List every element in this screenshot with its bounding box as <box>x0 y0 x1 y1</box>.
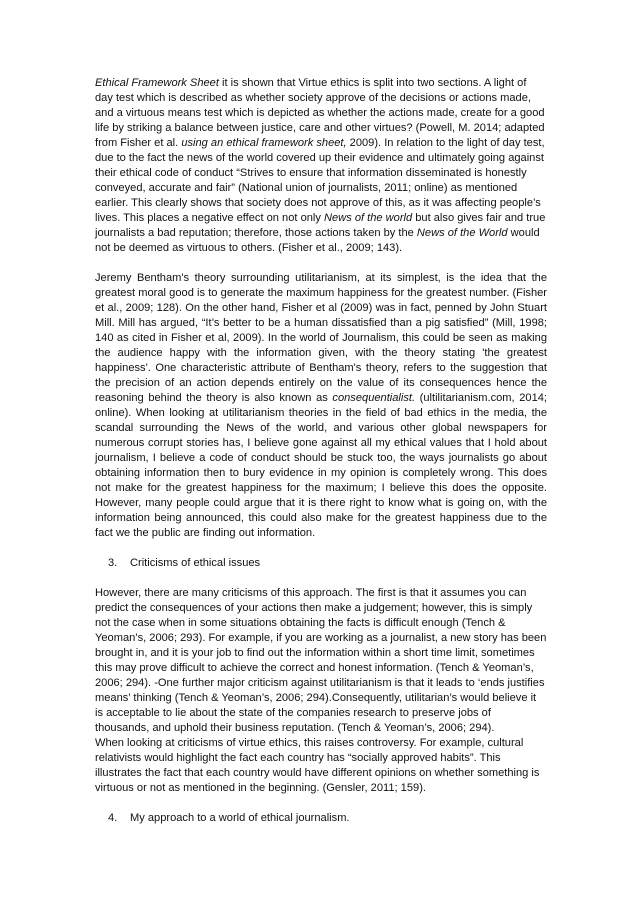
paragraph-criticisms: However, there are many criticisms of this approach. The first is that it assumes you can predict the consequences of your actions then make a judgement; however, this is simply not the case when in some situations obtaining the facts is difficult enough (Tench & Yeoman’s, 2006; 293). For example, if you are working as a journalist, a new story has been brought in, and it is your job to find out the information within a short time limit, sometimes this may prove difficult to achieve the correct and honest information. (Tench & Yeoman’s, 2006; 294). -One further major criticism against utilitarianism is that it leads to ‘ends justifies means’ thinking (Tench & Yeoman’s, 2006; 294).Consequently, utilitarian’s would believe it is acceptable to lie about the state of the companies research to preserve jobs of thousands, and uphold their business reputation. (Tench & Yeoman’s, 2006; 294). <box>95 587 547 734</box>
body-text: 2009). In relation to the light of day test, due to the fact the news of the world covered up their evidence and ultimately going against their ethical code of conduct “Strives to ensure that information disseminated is honestly conveyed, accurate and fair” (National union of journalists, 2011; online) as mentioned earlier. This clearly shows that society does not approve of this, as it was affecting people’s lives. This places a negative effect on not only <box>95 137 545 224</box>
heading-number: 4. <box>108 812 118 824</box>
heading-text: My approach to a world of ethical journalism. <box>130 812 350 824</box>
body-text: but also gives fair and true journalists a bad reputation; therefore, those actions taken by the <box>95 212 546 239</box>
document-page <box>95 76 547 841</box>
body-text: it is shown that Virtue ethics is split into two sections. A light of day test which is described as whether society approve of the decisions or actions made, and a virtuous means test which is depicted as whether the actions made, create for a good life by striking a balance between justice, care and other virtues? (Powell, M. 2014; adapted from Fisher et al. <box>95 77 545 149</box>
emphasis-text: using an ethical framework sheet, <box>181 137 347 149</box>
paragraph-virtue-ethics <box>95 76 547 256</box>
emphasis-text: News of the world <box>324 212 413 224</box>
paragraph-utilitarianism <box>95 271 547 541</box>
paragraph-virtue-criticisms: When looking at criticisms of virtue ethics, this raises controversy. For example, cultural relativists would highlight the fact each country has “socially approved habits”. This illustrates the fact that each country would have different opinions on whether something is virtuous or not as mentioned in the beginning. (Gensler, 2011; 159). <box>95 737 540 794</box>
section-heading-4 <box>95 811 547 826</box>
section-heading-3 <box>95 556 547 571</box>
heading-text: Criticisms of ethical issues <box>130 557 261 569</box>
emphasis-text: Ethical Framework Sheet <box>95 77 219 89</box>
body-text: Jeremy Bentham's theory surrounding utilitarianism, at its simplest, is the idea that the greatest moral good is to generate the maximum happiness for the greatest number. (Fisher et al., 2009; 128). On the other hand, Fisher et al (2009) was in fact, penned by John Stuart Mill. Mill has argued, “It’s better to be a human dissatisfied than a pig satisfied” (Mill, 1998; 140 as cited in Fisher et al, 2009). In the world of Journalism, this could be seen as making the audience happy with the information given, with the theory stating 'the greatest happiness'. One characteristic attribute of Bentham's theory, refers to the suggestion that the precision of an action depends entirely on the value of its consequences hence the reasoning behind the theory is also known as <box>95 272 547 404</box>
emphasis-text: consequentialist. <box>332 392 416 404</box>
emphasis-text: News of the World <box>416 227 508 239</box>
body-text: would not be deemed as virtuous to others. (Fisher et al., 2009; 143). <box>95 227 540 254</box>
heading-number: 3. <box>108 557 118 569</box>
body-text: (ultilitarianism.com, 2014; online). When looking at utilitarianism theories in the field of bad ethics in the media, the scandal surrounding the News of the world, and various other global newspapers for numerous corrupt stories has, I believe gone against all my ethical values that I hold about journalism, I believe a code of conduct should be stuck too, the ways journalists go about obtaining information then to bury evidence in my opinion is completely wrong. This does not make for the greatest happiness for the maximum; I believe this does the opposite. However, many people could argue that it is there right to know what is going on, with the information being announced, this could also make for the greatest happiness due to the fact we the public are finding out information. <box>95 392 547 539</box>
